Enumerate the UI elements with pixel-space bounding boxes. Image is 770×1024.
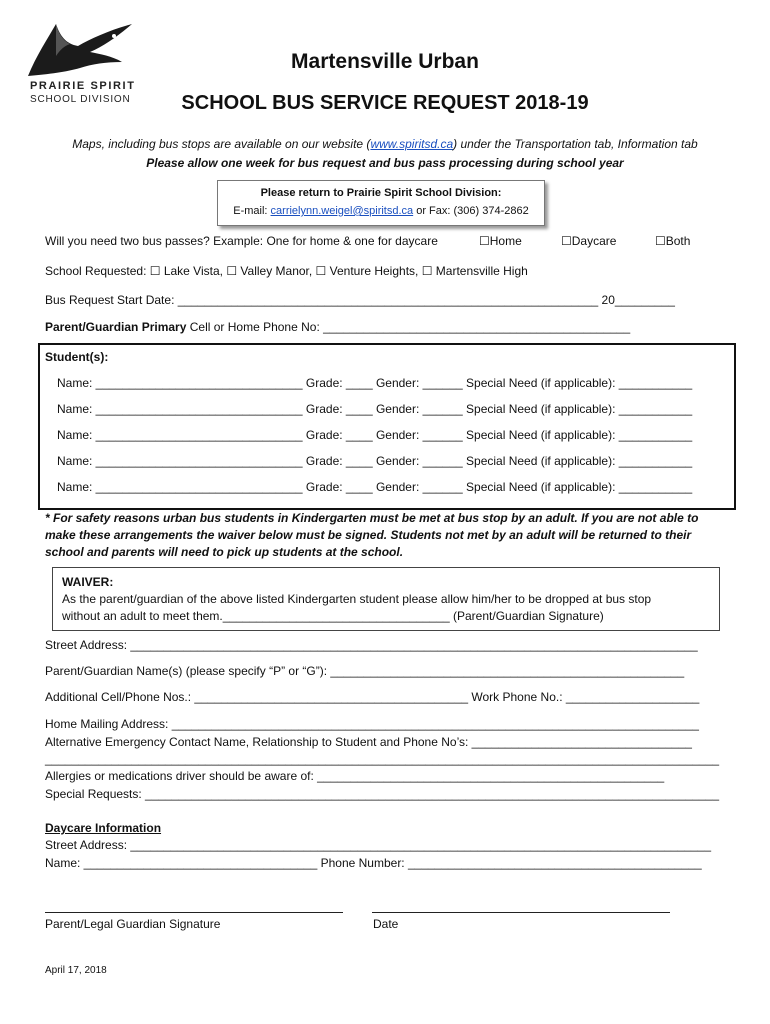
maps-text-after: ) under the Transportation tab, Information tab [453, 137, 698, 151]
waiver-line-1: As the parent/guardian of the above listed Kindergarten student please allow him/her to be dropped at bus stop [62, 592, 652, 606]
email-label: E-mail: [233, 205, 271, 217]
daycare-heading: Daycare Information [45, 821, 162, 835]
logo-line-1: PRAIRIE SPIRIT [30, 80, 136, 92]
return-contact [218, 205, 544, 217]
safety-note-line-2: make these arrangements the waiver below must be signed. Students not met by an adult will be returned to their [45, 528, 692, 542]
guardian-signature-label: Parent/Legal Guardian Signature [45, 917, 221, 931]
special-requests-field[interactable]: Special Requests: ______________________________________________________________________________________ [45, 787, 720, 801]
emergency-contact-continuation[interactable]: _____________________________________________________________________________________________________ [45, 752, 720, 766]
website-link[interactable]: www.spiritsd.ca [370, 137, 454, 151]
students-heading: Student(s): [45, 350, 109, 364]
logo-line-2: SCHOOL DIVISION [30, 94, 131, 105]
daycare-street-field[interactable]: Street Address: _______________________________________________________________________________________ [45, 838, 711, 852]
home-mailing-field[interactable]: Home Mailing Address: _______________________________________________________________________________ [45, 717, 699, 731]
date-label: Date [373, 917, 399, 931]
primary-phone-label-bold: Parent/Guardian Primary [45, 320, 187, 334]
waiver-signature-field[interactable]: without an adult to meet them.__________________________________ (Parent/Guardian Signature) [62, 609, 604, 623]
school-requested[interactable]: School Requested: ☐ Lake Vista, ☐ Valley Manor, ☐ Venture Heights, ☐ Martensville High [45, 264, 528, 278]
fax-text: or Fax: (306) 374-2862 [413, 205, 529, 217]
street-address-field[interactable]: Street Address: _____________________________________________________________________________________ [45, 638, 698, 652]
start-date-field[interactable]: Bus Request Start Date: _______________________________________________________________ 20_________ [45, 293, 675, 307]
additional-phone-field[interactable]: Additional Cell/Phone Nos.: _________________________________________ Work Phone No.: ____________________ [45, 690, 700, 704]
page-subtitle: SCHOOL BUS SERVICE REQUEST 2018-19 [181, 92, 589, 114]
student-row[interactable]: Name: _______________________________ Grade: ____ Gender: ______ Special Need (if applicable): ___________ [57, 454, 693, 468]
waiver-section [52, 567, 720, 631]
return-heading: Please return to Prairie Spirit School Division: [260, 187, 502, 199]
email-link[interactable]: carrielynn.weigel@spiritsd.ca [270, 205, 414, 217]
date-signature-line[interactable] [372, 912, 670, 913]
option-home-checkbox[interactable]: ☐Home [479, 234, 522, 248]
safety-note-line-3: school and parents will need to pick up students at the school. [45, 545, 404, 559]
footer-date: April 17, 2018 [45, 965, 107, 976]
student-row[interactable]: Name: _______________________________ Grade: ____ Gender: ______ Special Need (if applicable): ___________ [57, 428, 693, 442]
option-daycare-checkbox[interactable]: ☐Daycare [561, 234, 617, 248]
maps-info [0, 137, 770, 151]
two-passes-question: Will you need two bus passes? Example: One for home & one for daycare [45, 234, 438, 248]
student-row[interactable]: Name: _______________________________ Grade: ____ Gender: ______ Special Need (if applicable): ___________ [57, 376, 693, 390]
daycare-name-phone-field[interactable]: Name: ___________________________________ Phone Number: ____________________________________________ [45, 856, 702, 870]
student-row[interactable]: Name: _______________________________ Grade: ____ Gender: ______ Special Need (if applicable): ___________ [57, 402, 693, 416]
student-row[interactable]: Name: _______________________________ Grade: ____ Gender: ______ Special Need (if applicable): ___________ [57, 480, 693, 494]
allergies-field[interactable]: Allergies or medications driver should be aware of: ____________________________________________________ [45, 769, 665, 783]
primary-phone-label-rest: Cell or Home Phone No: ______________________________________________ [186, 320, 631, 334]
waiver-heading: WAIVER: [62, 575, 114, 589]
guardian-signature-line[interactable] [45, 912, 343, 913]
page-title: Martensville Urban [291, 50, 479, 73]
emergency-contact-field[interactable]: Alternative Emergency Contact Name, Relationship to Student and Phone No’s: _________________________________ [45, 735, 692, 749]
safety-note-line-1: * For safety reasons urban bus students in Kindergarten must be met at bus stop by an adult. If you are not able to [45, 511, 699, 525]
maps-text-before: Maps, including bus stops are available on our website ( [72, 137, 371, 151]
guardian-names-field[interactable]: Parent/Guardian Name(s) (please specify “P” or “G”): _____________________________________________________ [45, 664, 685, 678]
return-info-box [217, 180, 545, 226]
processing-note: Please allow one week for bus request and bus pass processing during school year [146, 156, 624, 170]
primary-phone-field[interactable] [45, 320, 630, 334]
option-both-checkbox[interactable]: ☐Both [655, 234, 691, 248]
